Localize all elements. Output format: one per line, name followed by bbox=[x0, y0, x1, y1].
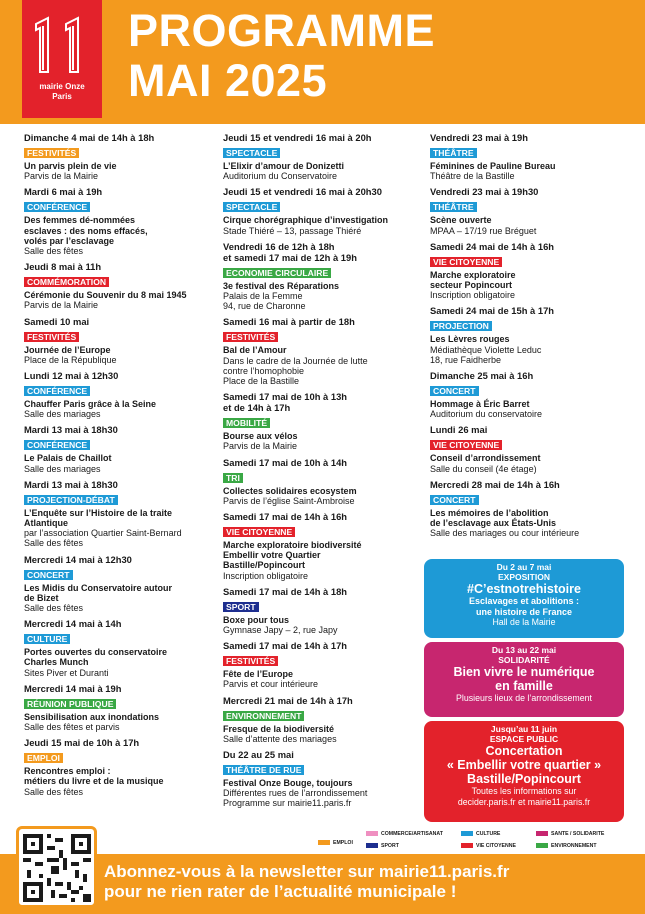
events-column-3 bbox=[430, 132, 635, 543]
event-title: Journée de l’Europe bbox=[24, 344, 111, 355]
box-category: SOLIDARITÉ bbox=[498, 655, 550, 665]
event-item[interactable] bbox=[223, 586, 423, 635]
legend-item-culture bbox=[461, 831, 500, 837]
event-date: Du 22 au 25 mai bbox=[223, 749, 294, 761]
legend-swatch bbox=[366, 843, 378, 848]
event-category-badge: THÉÂTRE DE RUE bbox=[223, 765, 304, 775]
event-category-badge: PROJECTION-DÉBAT bbox=[24, 495, 118, 505]
event-title: Fête de l’Europe bbox=[223, 669, 294, 680]
title-line-2: MAI 2025 bbox=[128, 55, 328, 106]
event-category-badge: CONFÉRENCE bbox=[24, 202, 90, 212]
event-date: Mercredi 21 mai de 14h à 17h bbox=[223, 694, 353, 706]
event-category-badge: CONCERT bbox=[430, 495, 479, 505]
event-location: Parvis et cour intérieure bbox=[223, 679, 319, 690]
event-date: Samedi 17 mai de 14h à 18h bbox=[223, 585, 348, 597]
event-badge-row bbox=[24, 629, 216, 647]
event-item[interactable] bbox=[24, 618, 216, 678]
event-item[interactable] bbox=[223, 241, 423, 312]
event-date: Dimanche 4 mai de 14h à 18h bbox=[24, 132, 155, 143]
event-badge-row bbox=[223, 263, 423, 281]
event-category-badge: ECONOMIE CIRCULAIRE bbox=[223, 268, 331, 278]
legend-swatch bbox=[461, 843, 473, 848]
legend-label: COMMERCE/ARTISANAT bbox=[381, 831, 443, 837]
header-banner bbox=[0, 0, 645, 124]
legend-swatch bbox=[318, 840, 330, 845]
logo-label: mairie Onze Paris bbox=[39, 82, 85, 101]
box-title: Concertation « Embellir votre quartier » Bastille/Popincourt bbox=[446, 744, 602, 786]
event-badge-row bbox=[24, 197, 216, 215]
event-title: Marche exploratoire secteur Popincourt bbox=[430, 269, 516, 291]
event-location: Parvis de la Mairie bbox=[24, 171, 99, 182]
event-item[interactable] bbox=[223, 695, 423, 744]
legend-item-commerce bbox=[366, 831, 443, 837]
event-location: Auditorium du Conservatoire bbox=[223, 171, 338, 182]
event-item[interactable] bbox=[223, 511, 423, 581]
legend-swatch bbox=[461, 831, 473, 836]
event-item[interactable] bbox=[430, 186, 635, 235]
event-title: Scène ouverte bbox=[430, 215, 492, 226]
event-item[interactable] bbox=[24, 737, 216, 797]
event-category-badge: VIE CITOYENNE bbox=[430, 440, 502, 450]
event-location: Salle des mariages bbox=[24, 463, 101, 474]
event-category-badge: CONFÉRENCE bbox=[24, 386, 90, 396]
event-title: Les Lèvres rouges bbox=[430, 334, 510, 345]
event-date: Jeudi 15 et vendredi 16 mai à 20h30 bbox=[223, 186, 382, 198]
event-title: Festival Onze Bouge, toujours bbox=[223, 778, 353, 789]
legend-item-vie-citoyenne bbox=[461, 843, 516, 849]
eleven-logo-icon bbox=[30, 14, 94, 76]
event-location: Auditorium du conservatoire bbox=[430, 409, 543, 420]
newsletter-text[interactable]: Abonnez-vous à la newsletter sur mairie11.paris.fr pour ne rien rater de l’actualité municipale ! bbox=[104, 862, 510, 901]
event-date: Jeudi 15 mai de 10h à 17h bbox=[24, 737, 140, 749]
event-title: Des femmes dé-nommées esclaves : des noms effacés, volés par l’esclavage bbox=[24, 215, 148, 246]
event-date: Vendredi 23 mai à 19h bbox=[430, 132, 528, 143]
event-badge-row bbox=[430, 381, 635, 399]
event-badge-row bbox=[430, 316, 635, 334]
event-category-badge: FESTIVITÉS bbox=[223, 656, 278, 666]
event-category-badge: MOBILITÉ bbox=[223, 418, 270, 428]
event-category-badge: FESTIVITÉS bbox=[24, 148, 79, 158]
event-item[interactable] bbox=[223, 186, 423, 235]
event-badge-row bbox=[430, 197, 635, 215]
event-category-badge: EMPLOI bbox=[24, 753, 63, 763]
event-badge-row bbox=[430, 143, 635, 161]
legend-item-environnement bbox=[536, 843, 597, 849]
event-date: Vendredi 16 de 12h à 18h et samedi 17 mai de 12h à 19h bbox=[223, 240, 357, 263]
event-title: Cirque chorégraphique d’investigation bbox=[223, 215, 389, 226]
event-date: Mercredi 28 mai de 14h à 16h bbox=[430, 478, 560, 490]
legend-item-sport bbox=[366, 843, 399, 849]
category-legend bbox=[318, 829, 638, 853]
exposition-box[interactable] bbox=[424, 559, 624, 638]
event-date: Mercredi 14 mai à 12h30 bbox=[24, 553, 132, 565]
event-item[interactable] bbox=[430, 479, 635, 539]
event-badge-row bbox=[430, 252, 635, 270]
legend-label: EMPLOI bbox=[333, 840, 353, 846]
qr-code[interactable] bbox=[16, 826, 97, 908]
event-location: Salle des mariages bbox=[24, 409, 101, 420]
mairie-logo[interactable] bbox=[22, 0, 102, 118]
legend-label: ENVIRONNEMENT bbox=[551, 843, 597, 849]
event-item[interactable] bbox=[24, 683, 216, 732]
event-title: Bal de l’Amour bbox=[223, 345, 287, 356]
event-location: Parvis de la Mairie bbox=[24, 300, 99, 311]
event-title: Sensibilisation aux inondations bbox=[24, 711, 160, 722]
event-date: Mercredi 14 mai à 14h bbox=[24, 618, 122, 630]
event-date: Jeudi 8 mai à 11h bbox=[24, 261, 102, 273]
box-category: EXPOSITION bbox=[498, 572, 550, 582]
event-location: par l’association Quartier Saint-Bernard Salle des fêtes bbox=[24, 528, 182, 549]
event-date: Mardi 13 mai à 18h30 bbox=[24, 478, 118, 490]
event-badge-row bbox=[24, 327, 216, 345]
box-title: Bien vivre le numérique en famille bbox=[453, 665, 595, 693]
event-badge-row bbox=[223, 468, 423, 486]
event-badge-row bbox=[223, 327, 423, 345]
event-item[interactable] bbox=[24, 316, 216, 365]
event-date: Vendredi 23 mai à 19h30 bbox=[430, 186, 539, 198]
event-location: Palais de la Femme 94, rue de Charonne bbox=[223, 291, 306, 312]
event-item[interactable] bbox=[430, 305, 635, 365]
qr-code-icon bbox=[23, 833, 91, 903]
event-date: Samedi 24 mai de 14h à 16h bbox=[430, 240, 555, 252]
solidarite-box[interactable] bbox=[424, 642, 624, 717]
event-item[interactable] bbox=[24, 261, 216, 310]
events-column-1 bbox=[24, 132, 216, 802]
event-category-badge: CONCERT bbox=[430, 386, 479, 396]
event-date: Jeudi 15 et vendredi 16 mai à 20h bbox=[223, 132, 372, 143]
event-badge-row bbox=[223, 651, 423, 669]
event-location: Parvis de la Mairie bbox=[223, 441, 298, 452]
legend-item-emploi bbox=[318, 840, 353, 846]
event-title: Collectes solidaires ecosystem bbox=[223, 485, 357, 496]
event-location: Salle des fêtes bbox=[24, 603, 84, 614]
event-item[interactable] bbox=[430, 370, 635, 419]
event-date: Samedi 17 mai de 10h à 14h bbox=[223, 456, 348, 468]
event-category-badge: RÉUNION PUBLIQUE bbox=[24, 699, 116, 709]
event-date: Samedi 24 mai de 15h à 17h bbox=[430, 305, 555, 317]
box-title: #C’estnotrehistoire bbox=[467, 582, 581, 596]
event-location: Théâtre de la Bastille bbox=[430, 171, 515, 182]
event-title: L’Enquête sur l’Histoire de la traite Atlantique bbox=[24, 507, 173, 529]
event-category-badge: COMMÉMORATION bbox=[24, 277, 109, 287]
event-title: Les Midis du Conservatoire autour de Bizet bbox=[24, 582, 173, 603]
legend-label: CULTURE bbox=[476, 831, 501, 837]
event-item[interactable] bbox=[223, 132, 423, 181]
legend-label: SANTE / SOLIDARITE bbox=[551, 831, 605, 837]
event-title: Portes ouvertes du conservatoire Charles Munch bbox=[24, 647, 168, 668]
event-title: Marche exploratoire biodiversité Embellir votre Quartier Bastille/Popincourt bbox=[223, 540, 362, 571]
event-title: Un parvis plein de vie bbox=[24, 161, 117, 171]
event-title: Bourse aux vélos bbox=[223, 431, 298, 442]
box-note: Hall de la Mairie bbox=[492, 617, 556, 627]
event-date: Mardi 13 mai à 18h30 bbox=[24, 424, 118, 436]
event-date: Dimanche 25 mai à 16h bbox=[430, 370, 534, 382]
legend-label: VIE CITOYENNE bbox=[476, 843, 516, 849]
box-note: Plusieurs lieux de l’arrondissement bbox=[456, 693, 592, 703]
event-location: Inscription obligatoire bbox=[223, 570, 309, 581]
event-title: Hommage à Éric Barret bbox=[430, 399, 530, 410]
event-badge-row bbox=[223, 522, 423, 540]
event-date: Samedi 17 mai de 10h à 13h et de 14h à 17h bbox=[223, 391, 348, 414]
event-item[interactable] bbox=[24, 370, 216, 419]
event-location: Sites Piver et Duranti bbox=[24, 667, 109, 678]
event-badge-row bbox=[24, 490, 216, 508]
event-badge-row bbox=[24, 272, 216, 290]
event-title: Le Palais de Chaillot bbox=[24, 453, 112, 464]
event-item[interactable] bbox=[223, 316, 423, 386]
event-location: Différentes rues de l’arrondissement Programme sur mairie11.paris.fr bbox=[223, 788, 368, 809]
title-line-1: PROGRAMME bbox=[128, 5, 435, 56]
event-location: Place de la République bbox=[24, 354, 117, 365]
event-badge-row bbox=[223, 706, 423, 724]
event-badge-row bbox=[24, 143, 216, 161]
box-note: Toutes les informations sur decider.paris.fr et mairie11.paris.fr bbox=[457, 786, 591, 807]
event-category-badge: SPECTACLE bbox=[223, 202, 280, 212]
event-title: Conseil d’arrondissement bbox=[430, 453, 541, 464]
event-location: Gymnase Japy – 2, rue Japy bbox=[223, 625, 338, 636]
event-badge-row bbox=[430, 490, 635, 508]
event-item[interactable] bbox=[24, 424, 216, 473]
event-title: 3e festival des Réparations bbox=[223, 280, 340, 291]
event-title: Les mémoires de l’abolition de l’esclavage aux États-Unis bbox=[430, 507, 557, 529]
box-subtitle: Esclavages et abolitions : une histoire de France bbox=[468, 596, 580, 617]
event-title: Cérémonie du Souvenir du 8 mai 1945 bbox=[24, 290, 187, 301]
event-item[interactable] bbox=[223, 457, 423, 506]
event-badge-row bbox=[223, 760, 423, 778]
event-badge-row bbox=[430, 435, 635, 453]
event-location: Salle des fêtes bbox=[24, 786, 84, 797]
event-location: Salle d’attente des mariages bbox=[223, 733, 337, 744]
event-badge-row bbox=[223, 597, 423, 615]
event-title: L’Elixir d’amour de Donizetti bbox=[223, 161, 345, 171]
box-dates: Jusqu’au 11 juin bbox=[490, 724, 558, 734]
event-date: Mardi 6 mai à 19h bbox=[24, 186, 103, 198]
event-item[interactable] bbox=[430, 424, 635, 473]
event-title: Féminines de Pauline Bureau bbox=[430, 161, 556, 171]
event-category-badge: ENVIRONNEMENT bbox=[223, 711, 304, 721]
event-category-badge: CONFÉRENCE bbox=[24, 440, 90, 450]
event-category-badge: FESTIVITÉS bbox=[223, 332, 278, 342]
event-location: Salle des fêtes bbox=[24, 246, 84, 257]
event-date: Samedi 10 mai bbox=[24, 315, 90, 327]
event-date: Samedi 17 mai de 14h à 17h bbox=[223, 640, 348, 652]
legend-label: SPORT bbox=[381, 843, 399, 849]
event-location: Salle des mariages ou cour intérieure bbox=[430, 528, 580, 539]
event-category-badge: SPECTACLE bbox=[223, 148, 280, 158]
event-category-badge: CONCERT bbox=[24, 570, 73, 580]
legend-item-sante bbox=[536, 831, 604, 837]
box-category: ESPACE PUBLIC bbox=[489, 734, 559, 744]
legend-swatch bbox=[536, 843, 548, 848]
event-title: Chauffer Paris grâce à la Seine bbox=[24, 399, 157, 410]
event-badge-row bbox=[223, 413, 423, 431]
event-item[interactable] bbox=[24, 554, 216, 614]
event-category-badge: FESTIVITÉS bbox=[24, 332, 79, 342]
event-item[interactable] bbox=[430, 132, 635, 181]
event-location: MPAA – 17/19 rue Bréguet bbox=[430, 225, 537, 236]
event-location: Parvis de l’église Saint-Ambroise bbox=[223, 495, 355, 506]
events-column-2 bbox=[223, 132, 423, 814]
legend-swatch bbox=[536, 831, 548, 836]
event-badge-row bbox=[24, 565, 216, 583]
event-item[interactable] bbox=[430, 241, 635, 301]
event-location: Salle des fêtes et parvis bbox=[24, 722, 120, 733]
event-date: Lundi 26 mai bbox=[430, 424, 488, 436]
event-category-badge: VIE CITOYENNE bbox=[223, 527, 295, 537]
event-date: Samedi 17 mai de 14h à 16h bbox=[223, 511, 348, 523]
legend-swatch bbox=[366, 831, 378, 836]
event-badge-row bbox=[24, 748, 216, 766]
event-item[interactable] bbox=[223, 749, 423, 809]
event-category-badge: THÉÂTRE bbox=[430, 202, 477, 212]
event-category-badge: CULTURE bbox=[24, 634, 70, 644]
event-category-badge: THÉÂTRE bbox=[430, 148, 477, 158]
event-item[interactable] bbox=[24, 132, 216, 181]
event-category-badge: PROJECTION bbox=[430, 321, 492, 331]
event-location: Stade Thiéré – 13, passage Thiéré bbox=[223, 225, 362, 236]
event-item[interactable] bbox=[223, 640, 423, 689]
box-dates: Du 2 au 7 mai bbox=[496, 562, 552, 572]
page-title bbox=[128, 6, 435, 106]
event-item[interactable] bbox=[24, 479, 216, 549]
event-location: Dans le cadre de la Journée de lutte contre l’homophobie Place de la Bastille bbox=[223, 355, 368, 387]
event-title: Fresque de la biodiversité bbox=[223, 723, 335, 734]
event-title: Boxe pour tous bbox=[223, 614, 290, 625]
event-category-badge: SPORT bbox=[223, 602, 259, 612]
event-item[interactable] bbox=[24, 186, 216, 256]
event-badge-row bbox=[24, 381, 216, 399]
event-location: Inscription obligatoire bbox=[430, 290, 516, 301]
event-location: Médiathèque Violette Leduc 18, rue Faidherbe bbox=[430, 344, 542, 365]
event-badge-row bbox=[223, 143, 423, 161]
event-badge-row bbox=[223, 197, 423, 215]
event-category-badge: TRI bbox=[223, 473, 243, 483]
event-date: Lundi 12 mai à 12h30 bbox=[24, 370, 119, 382]
event-title: Rencontres emploi : métiers du livre et de la musique bbox=[24, 766, 164, 787]
event-item[interactable] bbox=[223, 391, 423, 451]
event-category-badge: VIE CITOYENNE bbox=[430, 257, 502, 267]
event-date: Mercredi 14 mai à 19h bbox=[24, 682, 122, 694]
box-dates: Du 13 au 22 mai bbox=[491, 645, 557, 655]
event-date: Samedi 16 mai à partir de 18h bbox=[223, 316, 355, 328]
event-badge-row bbox=[24, 694, 216, 712]
event-location: Salle du conseil (4e étage) bbox=[430, 463, 537, 474]
espace-public-box[interactable] bbox=[424, 721, 624, 822]
event-badge-row bbox=[24, 435, 216, 453]
